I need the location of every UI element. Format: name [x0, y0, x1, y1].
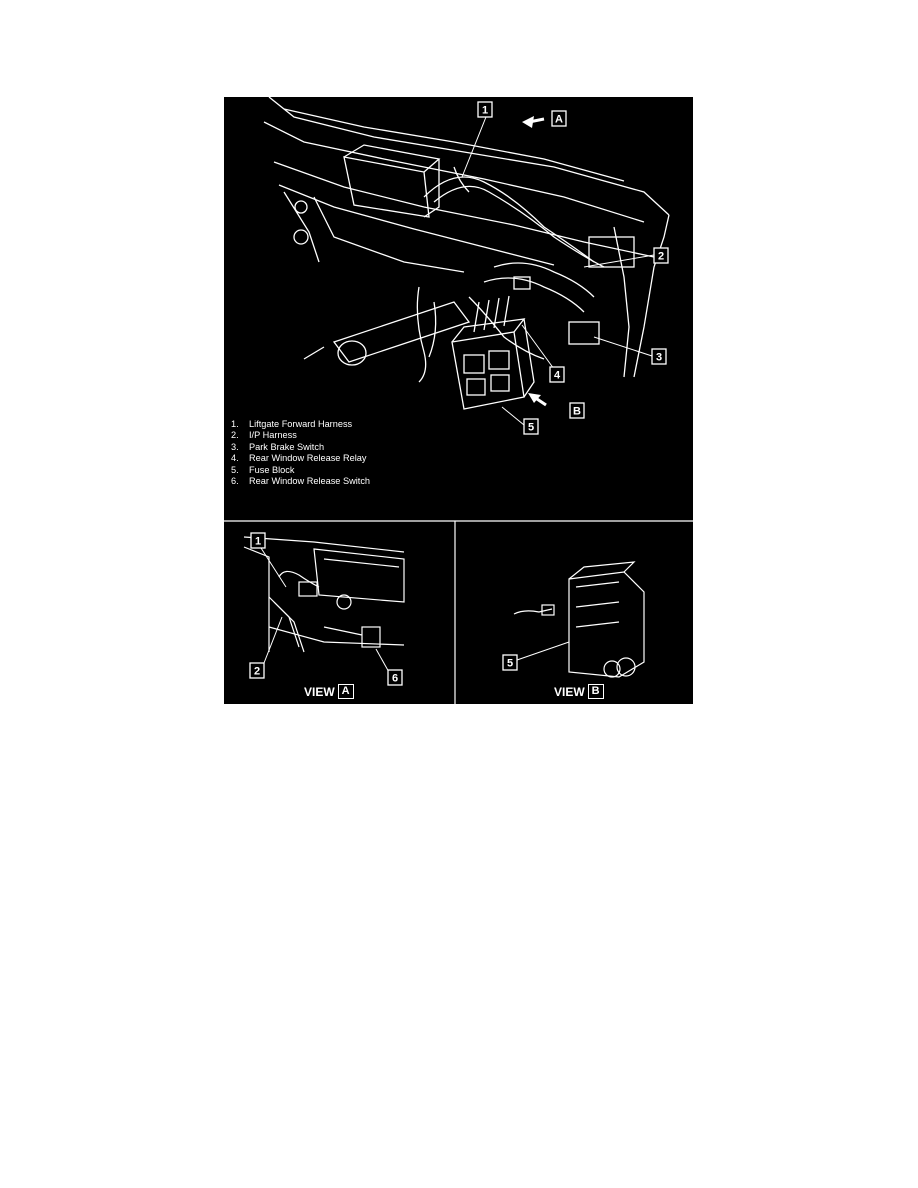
arrow-a-head: [522, 116, 534, 128]
svg-text:1: 1: [254, 535, 262, 548]
legend: [231, 419, 370, 487]
dash-lower-edge: [274, 162, 654, 257]
legend-item: 4. Rear Window Release Relay: [231, 453, 367, 464]
view-a-leader-1: [261, 548, 286, 587]
harness-2b: [484, 278, 584, 312]
harness-2: [494, 263, 594, 297]
callout-main-5: [524, 419, 538, 434]
view-b-leader-5: [517, 642, 569, 660]
bolt-2: [295, 201, 307, 213]
view-a-panel: [244, 547, 269, 652]
view-a-letter-box: A: [338, 684, 354, 699]
svg-text:1: 1: [481, 104, 489, 117]
main-view: [264, 97, 669, 409]
svg-text:4: 4: [553, 369, 561, 382]
diagram-figure: [224, 97, 693, 704]
dash-support-2: [284, 192, 319, 262]
svg-text:5: 5: [527, 421, 535, 434]
svg-text:A: A: [555, 113, 563, 126]
callout-view-a-6: [388, 670, 402, 685]
fuse-block-top: [452, 319, 524, 342]
svg-text:B: B: [573, 405, 581, 418]
arrow-a-label: [552, 111, 566, 126]
diagram-drawing: [224, 97, 693, 704]
view-b-wire: [514, 609, 552, 614]
dash-edge-2: [284, 109, 624, 181]
bolt: [294, 230, 308, 244]
callout-main-4: [550, 367, 564, 382]
callout-view-a-2: [250, 663, 264, 678]
callout-view-b-5: [503, 655, 517, 670]
fuse-cell-4: [491, 375, 509, 391]
legend-item: 2. I/P Harness: [231, 430, 297, 441]
view-a-switch-wire: [324, 627, 362, 635]
wire-drop: [417, 287, 425, 382]
svg-text:5: 5: [506, 657, 514, 670]
legend-item: 6. Rear Window Release Switch: [231, 476, 371, 487]
svg-text:3: 3: [655, 351, 663, 364]
arrow-b-label: [570, 403, 584, 418]
view-a-caption: VIEW A: [304, 684, 354, 699]
fuse-block-side: [524, 319, 534, 397]
module-top: [344, 145, 439, 172]
leader-3: [594, 337, 652, 356]
steering-column: [334, 302, 469, 362]
callout-main-3: [652, 349, 666, 364]
view-b-drawing: [514, 562, 644, 677]
view-b-caption: VIEW B: [554, 684, 604, 699]
view-b-fuse-rows: [576, 582, 619, 627]
dash-edge-3: [264, 122, 644, 222]
view-a-leader-2: [264, 617, 282, 663]
column-shaft: [304, 347, 324, 359]
park-brake-switch: [569, 322, 599, 344]
fuse-wires: [474, 296, 509, 332]
fuse-cell-3: [467, 379, 485, 395]
view-a-drawing: [244, 537, 404, 652]
legend-item: 5. Fuse Block: [231, 464, 295, 475]
leader-4: [522, 325, 554, 369]
fuse-cell-2: [489, 351, 509, 369]
legend-item: 1. Liftgate Forward Harness: [231, 419, 353, 429]
view-a-recess-line: [324, 559, 399, 567]
view-a-recess: [314, 549, 404, 602]
view-b-fuse-top: [569, 562, 634, 579]
callout-main-2: [654, 248, 668, 263]
leader-2: [584, 255, 654, 267]
view-b-letter-box: B: [588, 684, 604, 699]
harness-1: [424, 177, 594, 262]
view-a-leaders: [261, 548, 390, 674]
leader-5: [502, 407, 524, 425]
svg-text:2: 2: [657, 250, 665, 263]
svg-text:2: 2: [253, 665, 261, 678]
fuse-cell: [464, 355, 484, 373]
dash-top-edge: [269, 97, 669, 215]
callout-main-1: [478, 102, 492, 117]
svg-text:6: 6: [391, 672, 399, 685]
relay-wire: [469, 297, 544, 359]
callout-view-a-1: [251, 533, 265, 548]
legend-item: 3. Park Brake Switch: [231, 441, 325, 452]
